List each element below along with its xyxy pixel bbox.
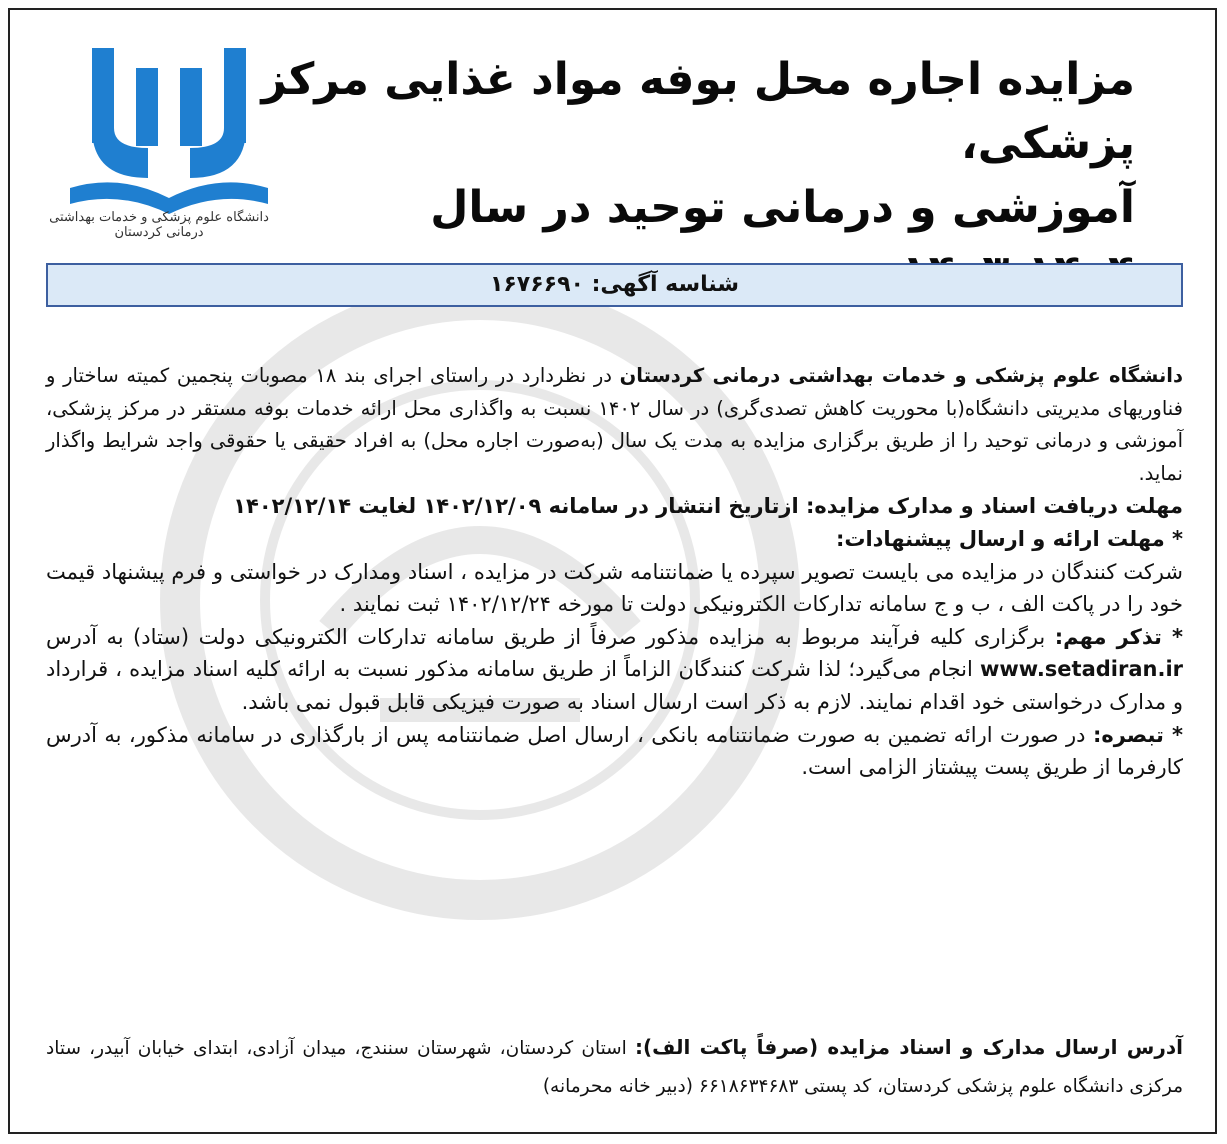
logo-caption: دانشگاه علوم پزشکی و خدمات بهداشتی درمانی کردستان: [49, 210, 269, 240]
deadline-text: ازتاریخ انتشار در سامانه ۱۴۰۲/۱۲/۰۹ لغایت ۱۴۰۲/۱۲/۱۴: [233, 494, 807, 519]
intro-text: در نظردارد در راستای اجرای بند ۱۸ مصوبات پنجمین کمیته ساختار و فناوریهای مدیریتی دانشگاه(با محوریت کاهش تصدی‌گری) در سال ۱۴۰۲ نسبت به واگذاری محل ارائه خدمات بوفه مستقر در مرکز پزشکی، آموزشی و درمانی توحید را از طریق برگزاری مزایده به مدت یک سال (به‌صورت اجاره محل) به افراد حقیقی یا حقوقی واجد شرایط واگذار نماید.: [46, 364, 1184, 485]
proposals-heading: * مهلت ارائه و ارسال پیشنهادات:: [835, 526, 1183, 551]
deadline-label: مهلت دریافت اسناد و مدارک مزایده:: [806, 494, 1183, 519]
address-text: استان کردستان، شهرستان سنندج، میدان آزادی، ابتدای خیابان آبیدر، ستاد مرکزی دانشگاه علوم پزشکی کردستان، کد پستی ۶۶۱۸۶۳۴۶۸۳ (دبیر خانه محرمانه): [46, 1038, 1183, 1097]
ad-id-label: شناسه آگهی:: [591, 272, 740, 297]
advertisement-page: [8, 8, 1217, 1134]
setadiran-link[interactable]: www.setadiran.ir: [979, 657, 1183, 682]
remark-paragraph: [46, 719, 1183, 784]
proposals-paragraph: شرکت کنندگان در مزایده می بایست تصویر سپرده یا ضمانتنامه شرکت در مزایده ، اسناد ومدارک در خواستی و فرم پیشنهاد قیمت خود را در پاکت الف ، ب و ج سامانه تدارکات الکترونیکی دولت تا مورخه ۱۴۰۲/۱۲/۲۴ ثبت نمایند .: [46, 559, 1183, 617]
note-text-1: برگزاری کلیه فرآیند مربوط به مزایده مذکور صرفاً از طریق سامانه تدارکات الکترونیکی دولت (ستاد) به آدرس: [46, 624, 1055, 649]
title-line-2: آموزشی و درمانی توحید در سال: [430, 182, 1135, 233]
note-label: * تذکر مهم:: [1054, 624, 1183, 649]
notice-body: [46, 360, 1183, 784]
remark-text: در صورت ارائه تضمین به صورت ضمانتنامه بانکی ، ارسال اصل ضمانتنامه پس از بارگذاری در سامانه مذکور، به آدرس کارفرما از طریق پست پیشتاز الزامی است.: [46, 722, 1183, 780]
remark-label: * تبصره:: [1092, 722, 1183, 747]
intro-paragraph: [46, 360, 1183, 490]
address-label: آدرس ارسال مدارک و اسناد مزایده (صرفاً پاکت الف):: [635, 1035, 1184, 1059]
note-paragraph: [46, 621, 1183, 719]
deadline-paragraph: [46, 490, 1183, 523]
organization-name: دانشگاه علوم پزشکی و خدمات بهداشتی درمانی کردستان: [619, 364, 1183, 387]
title-line-1: مزایده اجاره محل بوفه مواد غذایی مرکز پزشکی،: [261, 54, 1135, 169]
address-block: [46, 1028, 1183, 1106]
ad-id-box: [46, 263, 1183, 307]
note-text-2: انجام می‌گیرد؛ لذا شرکت کنندگان الزاماً از طریق سامانه مذکور نسبت به ارائه کلیه اسناد مزایده ، قرارداد و مدارک درخواستی خود اقدام نمایند. لازم به ذکر است ارسال اسناد به صورت فیزیکی قابل قبول نمی باشد.: [46, 657, 1183, 714]
ad-id-value: ۱۶۷۶۶۹۰: [489, 272, 584, 297]
